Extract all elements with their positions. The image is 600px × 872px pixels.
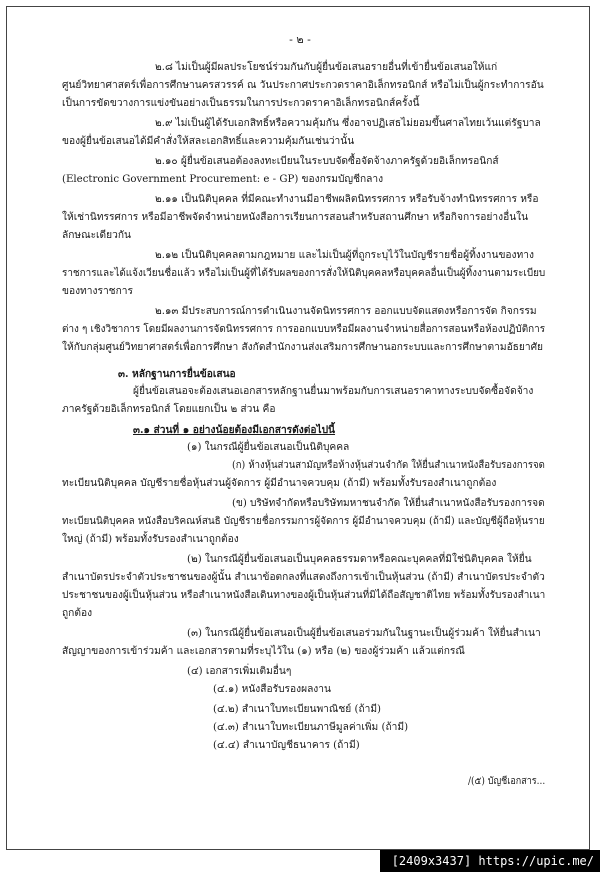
text-line: (๒) ในกรณีผู้ยื่นข้อเสนอเป็นบุคคลธรรมดาหรือคณะบุคคลที่มิใช่นิติบุคคล ให้ยื่น (187, 554, 532, 565)
text-line: (๑) ในกรณีผู้ยื่นข้อเสนอเป็นนิติบุคคล (187, 442, 350, 453)
text-line: ให้เช่านิทรรศการ หรือมีอาชีพจัดจำหน่ายหนังสือการเรียนการสอนสำหรับสถานศึกษา หรือกิจการอย่างอื่นใน (62, 212, 529, 223)
text-line: ประชาชนของผู้เป็นหุ้นส่วน หรือสำเนาหนังสือเดินทางของผู้เป็นหุ้นส่วนที่มิได้ถือสัญชาติไทย พร้อมทั้งรับรองสำเนา (62, 590, 546, 601)
text-line: (๔.๒) สำเนาใบทะเบียนพาณิชย์ (ถ้ามี) (213, 704, 382, 715)
text-line: ราชการและได้แจ้งเวียนชื่อแล้ว หรือไม่เป็นผู้ที่ได้รับผลของการสั่งให้นิติบุคคลหรือบุคคลอื่นเป็นผู้ทิ้งงานตามระเบียบ (62, 268, 546, 279)
text-line: ๒.๑๓ มีประสบการณ์การดำเนินงานจัดนิทรรศการ ออกแบบจัดแสดงหรือการจัด กิจกรรม (155, 306, 537, 317)
text-line: (๓) ในกรณีผู้ยื่นข้อเสนอเป็นผู้ยื่นข้อเสนอร่วมกันในฐานะเป็นผู้ร่วมค้า ให้ยื่นสำเนา (187, 628, 541, 639)
text-line: ของผู้ยื่นข้อเสนอได้มีคำสั่งให้สละเอกสิทธิ์และความคุ้มกันเช่นว่านั้น (62, 136, 355, 147)
text-line: สัญญาของการเข้าร่วมค้า และเอกสารตามที่ระบุไว้ใน (๑) หรือ (๒) ของผู้ร่วมค้า แล้วแต่กรณี (62, 646, 465, 657)
text-line: ๒.๘ ไม่เป็นผู้มีผลประโยชน์ร่วมกันกับผู้ยื่นข้อเสนอรายอื่นที่เข้ายื่นข้อเสนอให้แก่ (155, 62, 498, 73)
text-line: (ก) ห้างหุ้นส่วนสามัญหรือห้างหุ้นส่วนจำกัด ให้ยื่นสำเนาหนังสือรับรองการจด (232, 460, 545, 471)
text-line: (๔) เอกสารเพิ่มเติมอื่นๆ (187, 666, 292, 677)
text-line: ลักษณะเดียวกัน (62, 230, 131, 241)
text-line: ๓.๑ ส่วนที่ ๑ อย่างน้อยต้องมีเอกสารดังต่อไปนี้ (133, 424, 336, 436)
text-line: ต่าง ๆ เชิงวิชาการ โดยมีผลงานการจัดนิทรรศการ การออกแบบหรือมีผลงานจำหน่ายสื่อการสอนหรือห้องปฏิบัติการ (62, 324, 546, 335)
text-line: (๔.๓) สำเนาใบทะเบียนภาษีมูลค่าเพิ่ม (ถ้ามี) (213, 722, 409, 733)
text-line: ๒.๑๐ ผู้ยื่นข้อเสนอต้องลงทะเบียนในระบบจัดซื้อจัดจ้างภาครัฐด้วยอิเล็กทรอนิกส์ (155, 156, 499, 167)
text-line: ทะเบียนนิติบุคคล หนังสือบริคณห์สนธิ บัญชีรายชื่อกรรมการผู้จัดการ ผู้มีอำนาจควบคุม (ถ้ามี) และบัญชีผู้ถือหุ้นราย (62, 516, 545, 527)
text-line: (๔.๔) สำเนาบัญชีธนาคาร (ถ้ามี) (213, 740, 360, 751)
text-line: ๒.๑๑ เป็นนิติบุคคล ที่มีคณะทำงานมีอาชีพผลิตนิทรรศการ หรือรับจ้างทำนิทรรศการ หรือ (155, 194, 539, 205)
text-line: เป็นการขัดขวางการแข่งขันอย่างเป็นธรรมในการประกวดราคาอิเล็กทรอนิกส์ครั้งนี้ (62, 98, 420, 109)
image-size-watermark: [2409x3437] https://upic.me/ (380, 850, 600, 872)
text-line: ๒.๙ ไม่เป็นผู้ได้รับเอกสิทธิ์หรือความคุ้มกัน ซึ่งอาจปฏิเสธไม่ยอมขึ้นศาลไทยเว้นแต่รัฐบาล (155, 118, 541, 129)
text-line: ผู้ยื่นข้อเสนอจะต้องเสนอเอกสารหลักฐานยื่นมาพร้อมกับการเสนอราคาทางระบบจัดซื้อจัดจ้าง (133, 386, 534, 397)
text-line: ให้กับกลุ่มศูนย์วิทยาศาสตร์เพื่อการศึกษา สังกัดสำนักงานส่งเสริมการศึกษานอกระบบและการศึกษาตามอัธยาศัย (62, 342, 544, 353)
page-number: - ๒ - (289, 33, 311, 46)
text-line: ศูนย์วิทยาศาสตร์เพื่อการศึกษานครสวรรค์ ณ วันประกาศประกวดราคาอิเล็กทรอนิกส์ หรือไม่เป็นผู้กระทำการอัน (62, 80, 544, 91)
text-line: ใหญ่ (ถ้ามี) พร้อมทั้งรับรองสำเนาถูกต้อง (62, 534, 239, 545)
text-line: ๒.๑๒ เป็นนิติบุคคลตามกฎหมาย และไม่เป็นผู้ที่ถูกระบุไว้ในบัญชีรายชื่อผู้ทิ้งงานของทาง (155, 250, 534, 261)
text-line: /(๕) บัญชีเอกสาร... (468, 776, 546, 787)
text-line: ของทางราชการ (62, 286, 133, 297)
text-line: ทะเบียนนิติบุคคล บัญชีรายชื่อหุ้นส่วนผู้จัดการ ผู้มีอำนาจควบคุม (ถ้ามี) พร้อมทั้งรับรองสำเนาถูกต้อง (62, 478, 497, 489)
text-line: (๔.๑) หนังสือรับรองผลงาน (213, 684, 331, 695)
text-line: ถูกต้อง (62, 608, 93, 619)
text-line: (ข) บริษัทจำกัดหรือบริษัทมหาชนจำกัด ให้ยื่นสำเนาหนังสือรับรองการจด (232, 498, 545, 509)
text-line: ๓. หลักฐานการยื่นข้อเสนอ (118, 368, 236, 380)
text-line: ภาครัฐด้วยอิเล็กทรอนิกส์ โดยแยกเป็น ๒ ส่วน คือ (62, 404, 276, 415)
text-line: (Electronic Government Procurement: e - GP) ของกรมบัญชีกลาง (62, 174, 384, 185)
text-line: สำเนาบัตรประจำตัวประชาชนของผู้นั้น สำเนาข้อตกลงที่แสดงถึงการเข้าเป็นหุ้นส่วน (ถ้ามี) สำเนาบัตรประจำตัว (62, 572, 545, 583)
